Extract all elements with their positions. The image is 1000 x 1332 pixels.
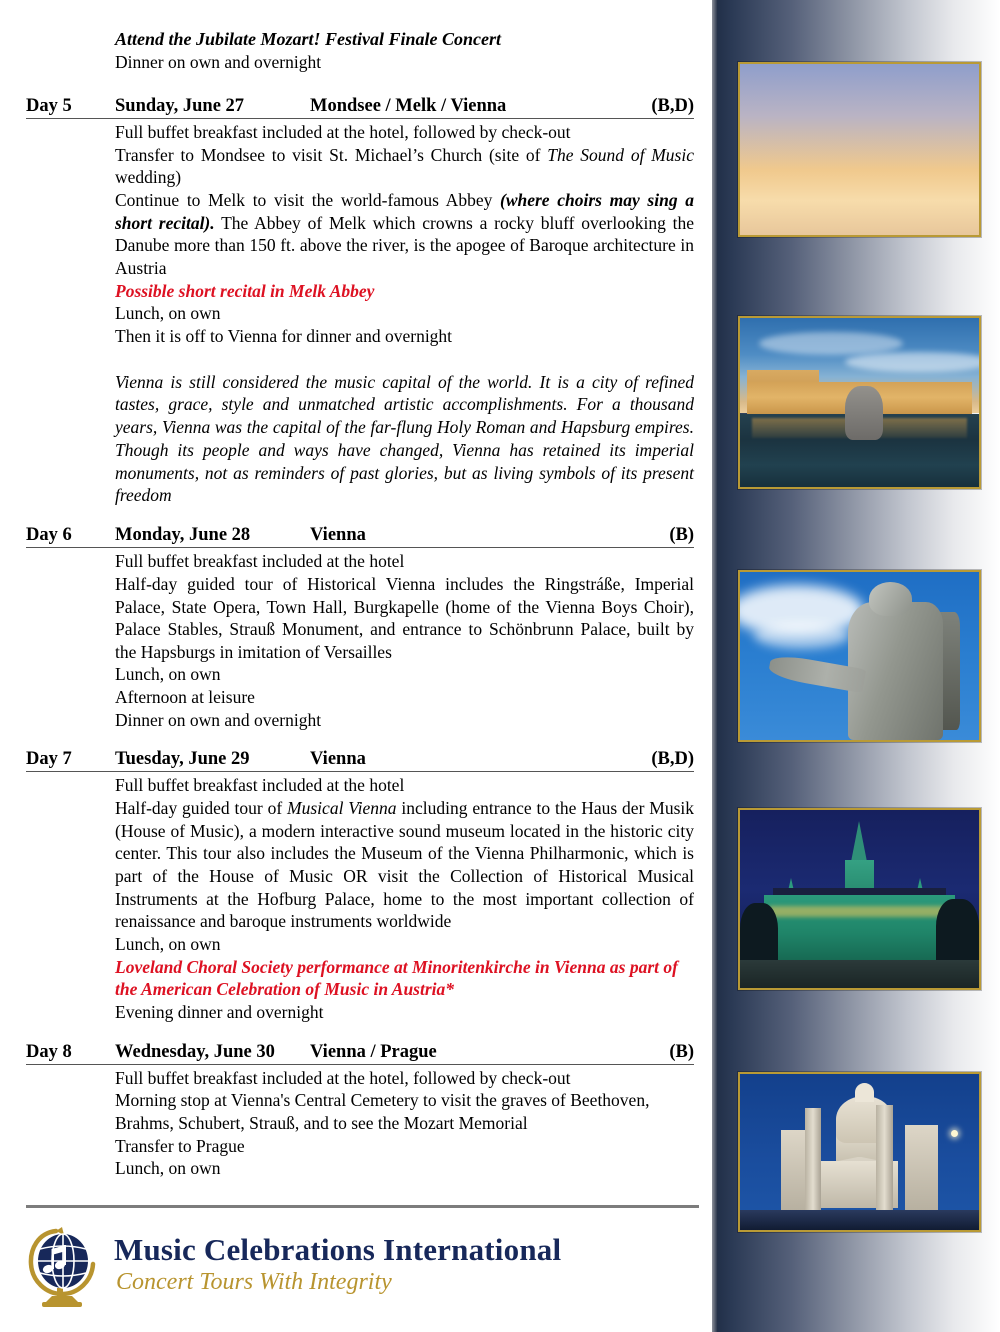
itinerary-line: Half-day guided tour of Musical Vienna including entrance to the Haus der Musik (House of Music), a modern interactive sound museum located in the historic city center. This tour also includes the Museum of the Vienna Philharmonic, which is part of the House of Music OR visit the Collection of Historical Musical Instruments at the Hofburg Palace, home to the most important collection of renaissance and baroque instruments worldwide	[115, 798, 694, 932]
day-cities-7: Vienna	[310, 749, 366, 770]
itinerary-line: Lunch, on own	[115, 303, 221, 324]
photo-sidebar	[712, 0, 1000, 1332]
day-number-5: Day 5	[26, 96, 72, 117]
day-body-6	[115, 550, 694, 731]
photo-fountain	[845, 386, 883, 440]
itinerary-line: Evening dinner and overnight	[115, 1002, 324, 1023]
day-header-6	[26, 525, 694, 548]
karlskirche-night-photo	[738, 1072, 981, 1232]
day-block-6	[26, 525, 694, 731]
day-number-6: Day 6	[26, 525, 72, 546]
day-cities-6: Vienna	[310, 525, 366, 546]
itinerary-line: Morning stop at Vienna's Central Cemetery to visit the graves of Beethoven, Brahms, Schubert, Strauß, and to see the Mozart Memorial	[115, 1090, 650, 1133]
schonbrunn-palace-photo	[738, 316, 981, 489]
brand-block	[26, 1224, 712, 1308]
vienna-narrative: Vienna is still considered the music capital of the world. It is a city of refined tastes, grace, style and unmatched artistic accomplishments. For a thousand years, Vienna was the capital of the far-flung Holy Roman and Hapsburg empires. Though its people and ways have changed, Vienna has retained its imperial monuments, not as reminders of past glories, but as living symbols of its present freedom	[115, 371, 694, 506]
brand-text-block	[114, 1234, 561, 1296]
vienna-skyline-dusk-photo	[738, 62, 981, 237]
photo-sky	[740, 64, 979, 235]
day-date-8: Wednesday, June 30	[115, 1041, 275, 1062]
day-body-5	[115, 121, 694, 348]
itinerary-line: Continue to Melk to visit the world-famous Abbey (where choirs may sing a short recital). The Abbey of Melk which crowns a rocky bluff overlooking the Danube more than 150 ft. above the river, is the apogee of Baroque architecture in Austria	[115, 190, 694, 279]
sidebar-edge-shading	[712, 0, 718, 1332]
photo-tree-left	[740, 903, 778, 967]
itinerary-line: Lunch, on own	[115, 664, 221, 685]
leadin-dinner-line: Dinner on own and overnight	[115, 52, 322, 73]
photo-tree-right	[936, 899, 979, 967]
day-date-7: Tuesday, June 29	[115, 749, 250, 770]
photo-cloud	[845, 352, 981, 372]
day-body-7	[115, 774, 694, 1023]
day-header-8	[26, 1042, 694, 1065]
day-block-8	[26, 1042, 694, 1180]
day-meals-5: (B,D)	[651, 96, 694, 117]
emphasis-text: (where choirs may sing a short recital).	[115, 190, 694, 233]
photo-moon	[951, 1130, 958, 1137]
day-cities-5: Mondsee / Melk / Vienna	[310, 96, 507, 117]
day-body-8	[115, 1067, 694, 1180]
photo-rathaus-facade	[764, 895, 955, 959]
day-cities-8: Vienna / Prague	[310, 1041, 437, 1062]
day-date-5: Sunday, June 27	[115, 96, 245, 117]
itinerary-line: Full buffet breakfast included at the hotel, followed by check-out	[115, 122, 571, 143]
vienna-rathaus-night-photo	[738, 808, 981, 990]
itinerary-line: Lunch, on own	[115, 1158, 221, 1179]
paragraph-spacer	[26, 348, 694, 369]
leadin-block	[115, 28, 694, 74]
photo-dome-lantern	[855, 1083, 874, 1102]
itinerary-line: Half-day guided tour of Historical Vienna includes the Ringstráße, Imperial Palace, State Opera, Town Hall, Burgkapelle (home of the Vienna Boys Choir), Palace Stables, Strauß Monument, and entrance to Schönbrunn Palace, built by the Hapsburgs in imitation of Versailles	[115, 573, 694, 662]
day-meals-8: (B)	[669, 1041, 694, 1062]
page-footer	[0, 1205, 712, 1332]
photo-plaza	[740, 960, 979, 988]
itinerary-line: Transfer to Mondsee to visit St. Michael’s Church (site of The Sound of Music wedding)	[115, 144, 694, 188]
itinerary-line: Afternoon at leisure	[115, 687, 255, 708]
company-name: Music Celebrations International	[114, 1232, 562, 1268]
footer-divider	[26, 1205, 699, 1208]
day-number-8: Day 8	[26, 1041, 72, 1062]
photo-cloud	[759, 332, 902, 356]
day-block-7	[26, 749, 694, 1023]
day-header-5	[26, 96, 694, 119]
photo-foreground-crowd	[740, 1210, 979, 1230]
itinerary-line: Full buffet breakfast included at the hotel	[115, 551, 405, 572]
itinerary-line: Full buffet breakfast included at the hotel	[115, 775, 405, 796]
photo-bell-tower-right	[905, 1125, 938, 1211]
emphasis-text: The Sound of Music	[547, 144, 694, 165]
itinerary-line: Transfer to Prague	[115, 1135, 245, 1156]
itinerary-line: Full buffet breakfast included at the hotel, followed by check-out	[115, 1067, 571, 1088]
day-block-5	[26, 96, 694, 507]
day-header-7	[26, 749, 694, 772]
photo-column-left	[805, 1108, 822, 1211]
highlight-line-performance: Loveland Choral Society performance at Minoritenkirche in Vienna as part of the American Celebration of Music in Austria*	[115, 956, 678, 1000]
itinerary-line: Then it is off to Vienna for dinner and overnight	[115, 326, 453, 347]
day-date-6: Monday, June 28	[115, 525, 251, 546]
globe-music-notes-logo	[26, 1224, 102, 1308]
photo-column-right	[876, 1105, 893, 1211]
itinerary-line: Lunch, on own	[115, 934, 221, 955]
leadin-concert-line: Attend the Jubilate Mozart! Festival Finale Concert	[115, 29, 502, 49]
photo-facade-lights	[769, 906, 951, 917]
highlight-line-recital: Possible short recital in Melk Abbey	[115, 280, 375, 301]
day-meals-6: (B)	[669, 525, 694, 546]
photo-statue-head	[869, 582, 912, 616]
itinerary-line: Dinner on own and overnight	[115, 709, 322, 730]
day-meals-7: (B,D)	[651, 749, 694, 770]
company-tagline: Concert Tours With Integrity	[116, 1268, 392, 1295]
mozart-statue-photo	[738, 570, 981, 742]
emphasis-text: Musical Vienna	[287, 798, 397, 819]
day-number-7: Day 7	[26, 749, 72, 770]
